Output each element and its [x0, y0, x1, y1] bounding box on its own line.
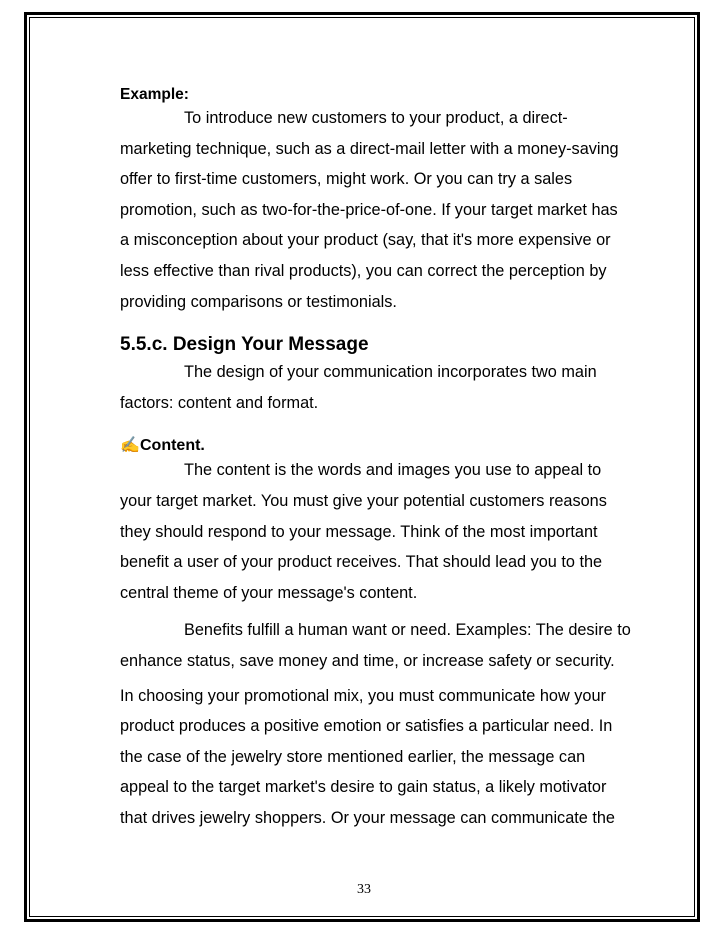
content-label: Content.: [140, 437, 205, 455]
text-line: benefit a user of your product receives. That should lead you to the: [120, 553, 603, 572]
text-line: product produces a positive emotion or satisfies a particular need. In: [120, 717, 613, 736]
content-subheading: [120, 435, 660, 457]
text-line: they should respond to your message. Think of the most important: [120, 522, 598, 541]
text-line: the case of the jewelry store mentioned earlier, the message can: [120, 747, 586, 766]
page-body: [120, 84, 660, 833]
text-line: The design of your communication incorporates two main: [184, 363, 597, 382]
text-line: your target market. You must give your potential customers reasons: [120, 491, 607, 510]
text-line: that drives jewelry shoppers. Or your message can communicate the: [120, 808, 615, 827]
writing-hand-icon: ✍: [120, 437, 140, 455]
text-line: factors: content and format.: [120, 393, 319, 412]
text-line: marketing technique, such as a direct-mail letter with a money-saving: [120, 139, 619, 158]
example-label: Example:: [120, 86, 189, 103]
text-line: Benefits fulfill a human want or need. Examples: The desire to: [184, 621, 631, 640]
text-line: offer to first-time customers, might work. Or you can try a sales: [120, 170, 573, 189]
text-line: To introduce new customers to your product, a direct-: [184, 109, 568, 127]
benefits-paragraph: [120, 615, 660, 676]
text-line: less effective than rival products), you can correct the perception by: [120, 261, 607, 280]
section-heading: 5.5.c. Design Your Message: [120, 334, 369, 356]
content-paragraph: [120, 455, 660, 608]
text-line: appeal to the target market's desire to gain status, a likely motivator: [120, 778, 607, 797]
text-line: promotion, such as two-for-the-price-of-one. If your target market has: [120, 200, 618, 219]
text-line: providing comparisons or testimonials.: [120, 292, 397, 311]
text-line: central theme of your message's content.: [120, 583, 418, 602]
text-line: a misconception about your product (say, that it's more expensive or: [120, 231, 611, 250]
text-line: In choosing your promotional mix, you must communicate how your: [120, 686, 606, 705]
text-line: enhance status, save money and time, or increase safety or security.: [120, 651, 615, 670]
example-paragraph: [120, 103, 660, 317]
text-line: The content is the words and images you use to appeal to: [184, 461, 602, 480]
promo-paragraph: [120, 681, 660, 834]
design-paragraph: [120, 357, 660, 418]
page-number: 33: [357, 882, 371, 897]
